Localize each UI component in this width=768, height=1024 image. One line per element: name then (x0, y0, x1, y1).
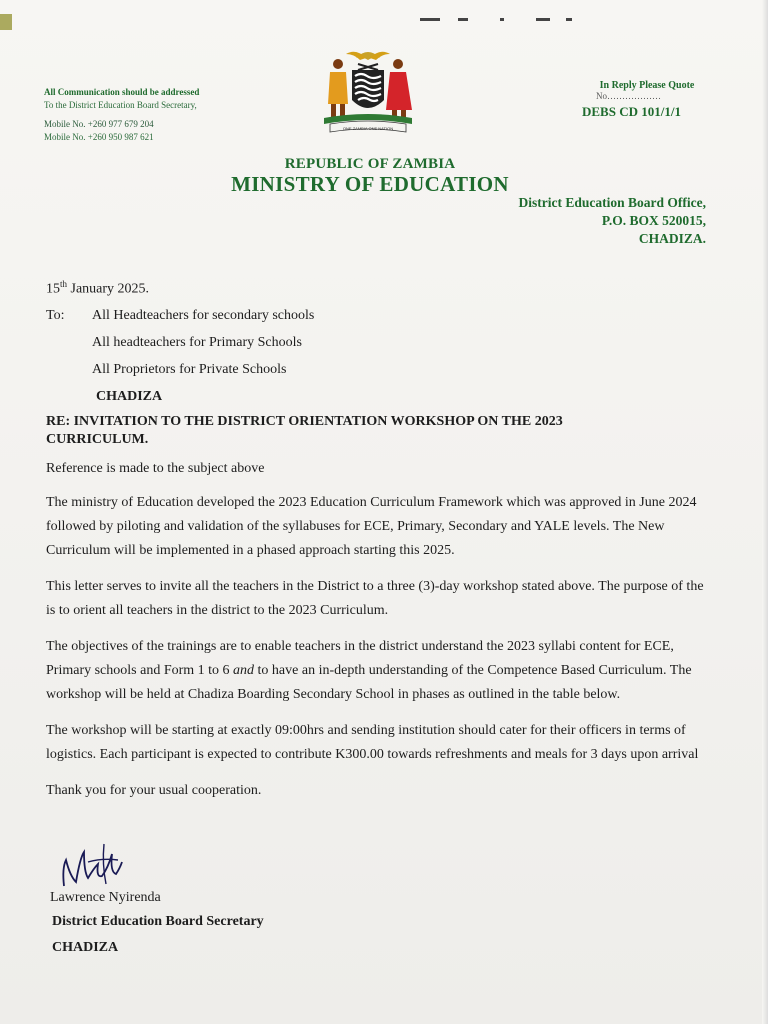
top-edge-marks (0, 14, 768, 24)
objectives-emphasis: and (233, 662, 255, 678)
letter-date (46, 272, 716, 302)
objectives-text-a: The objectives of the trainings are to enable teachers in the district understand the 2023 syllabi content for ECE, Primary schools and Form 1 to 6 (46, 638, 674, 678)
reply-reference-block (582, 80, 712, 120)
reference-code: DEBS CD 101/1/1 (582, 104, 681, 119)
address-line2: P.O. BOX 520015, (601, 213, 706, 228)
paragraph-framework: The ministry of Education developed the 2023 Education Curriculum Framework which was approved in June 2024 followed by piloting and validation of the syllabuses for ECE, Primary, Secondary and YALE levels. The New Curriculum will be implemented in a phased approach starting this 2025. (46, 494, 697, 558)
recipient-line: All Headteachers for secondary schools (92, 307, 315, 323)
recipient-line: All headteachers for Primary Schools (92, 334, 302, 350)
reply-number-field: No……………… (596, 91, 661, 101)
date-day: 15 (46, 281, 60, 297)
reference-paragraph: Reference is made to the subject above (46, 460, 265, 476)
paragraph-invitation: This letter serves to invite all the teachers in the District to a three (3)-day workshop stated above. The purpose of the is to orient all teachers in the district to the 2023 Curriculum. (46, 578, 704, 618)
date-suffix: th (60, 279, 68, 289)
coat-of-arms-icon (316, 44, 420, 136)
header-address-line1: All Communication should be addressed (44, 87, 200, 97)
page-edge-shadow (762, 0, 768, 1024)
edge-tab-mark (0, 14, 12, 30)
recipient-line: All Proprietors for Private Schools (92, 361, 287, 377)
subject-line2: CURRICULUM. (46, 431, 149, 447)
address-line3: CHADIZA. (638, 231, 706, 246)
header-mobile-2: Mobile No. +260 950 987 621 (44, 132, 154, 142)
crest-motto: ONE ZAMBIA ONE NATION (342, 126, 394, 131)
objectives-text-b: to have an in-depth understanding of the Competence Based Curriculum. The workshop will be held at Chadiza Boarding Secondary School in phases as outlined in the table below. (46, 662, 692, 702)
republic-title: REPUBLIC OF ZAMBIA (284, 156, 456, 172)
recipients-block (46, 304, 716, 409)
header-contact-block (44, 86, 199, 144)
address-line1: District Education Board Office, (518, 195, 706, 210)
signature-icon (58, 838, 128, 898)
signatory-title: District Education Board Secretary (52, 914, 264, 929)
paragraph-logistics: The workshop will be starting at exactly 09:00hrs and sending institution should cater for their officers in terms of logistics. Each participant is expected to contribute K300.00 towards refreshments and meals for 3 days upon arrival (46, 722, 699, 762)
subject-heading (46, 413, 716, 449)
reply-quote-label: In Reply Please Quote (599, 80, 695, 91)
subject-line1: RE: INVITATION TO THE DISTRICT ORIENTATION WORKSHOP ON THE 2023 (46, 413, 563, 429)
signatory-name: Lawrence Nyirenda (50, 890, 161, 905)
office-address (519, 194, 706, 248)
ministry-title: MINISTRY OF EDUCATION (231, 172, 509, 196)
header-mobile-1: Mobile No. +260 977 679 204 (44, 119, 154, 129)
letter-body (46, 272, 716, 815)
date-rest: January 2025. (67, 281, 150, 297)
to-label: To: (46, 307, 65, 323)
recipient-place: CHADIZA (96, 388, 163, 404)
closing-line: Thank you for your usual cooperation. (46, 782, 262, 798)
header-address-line2: To the District Education Board Secretary, (44, 100, 197, 110)
signatory-place: CHADIZA (52, 940, 119, 955)
paragraph-objectives (46, 635, 716, 707)
